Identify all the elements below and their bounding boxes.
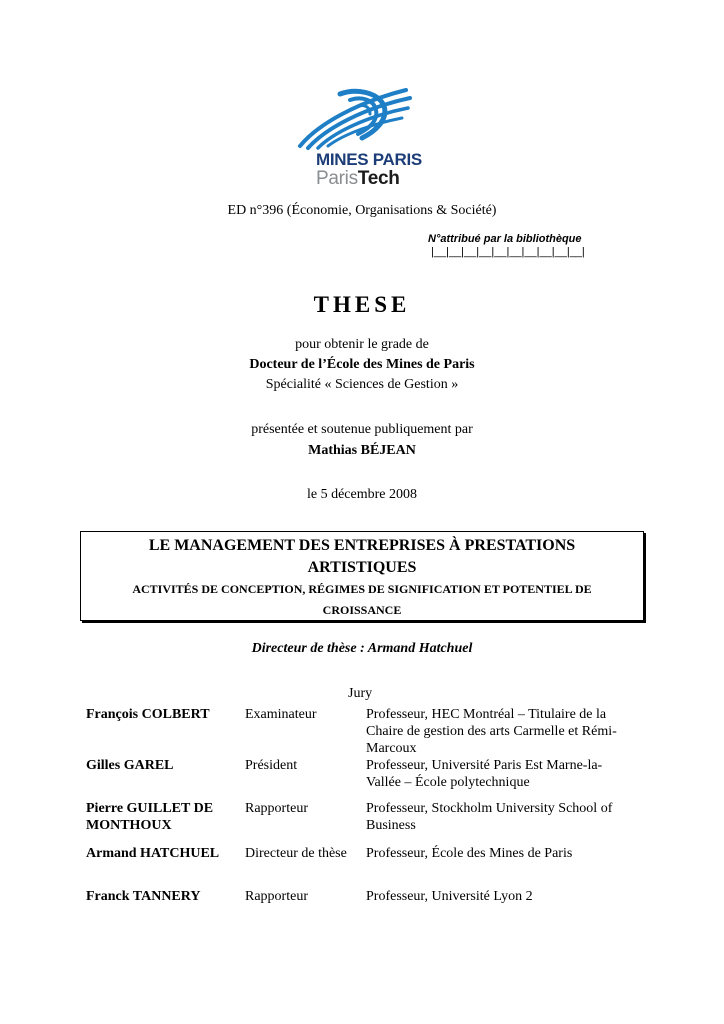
jury-member-description (366, 757, 636, 791)
jury-member-description (366, 800, 636, 834)
logo-text-paristech (316, 168, 400, 190)
jury-member-role: Examinateur (245, 707, 317, 722)
jury-name-line: MONTHOUX (86, 818, 172, 833)
jury-desc-line: Marcoux (366, 741, 417, 756)
jury-member-name (86, 706, 236, 723)
thesis-subtitle (81, 579, 643, 621)
degree-line-1: pour obtenir le grade de (295, 337, 429, 352)
logo-swoosh-icon (298, 84, 428, 154)
jury-desc-line: Professeur, École des Mines de Paris (366, 846, 573, 861)
library-number-label: N°attribué par la bibliothèque (428, 233, 582, 245)
degree-line-2: Docteur de l’École des Mines de Paris (249, 357, 475, 372)
logo-text-mines-paris: MINES PARIS (316, 150, 422, 169)
jury-name-line: Franck TANNERY (86, 889, 201, 904)
jury-member-role: Directeur de thèse (245, 846, 347, 861)
presentation-line: présentée et soutenue publiquement par (251, 422, 473, 437)
jury-name-line: Gilles GAREL (86, 758, 174, 773)
jury-member-role: Président (245, 758, 298, 773)
jury-label: Jury (348, 686, 373, 701)
logo-text-paris: Paris (316, 168, 358, 189)
degree-speciality: Spécialité « Sciences de Gestion » (265, 377, 459, 392)
jury-name-line: Armand HATCHUEL (86, 846, 220, 861)
jury-member-role: Rapporteur (245, 889, 308, 904)
logo-text-tech: Tech (357, 168, 400, 189)
jury-member-name (86, 800, 236, 834)
jury-member-name (86, 757, 236, 774)
thesis-title-line-2: ARTISTIQUES (307, 559, 417, 576)
jury-member-role: Rapporteur (245, 801, 308, 816)
defense-date: le 5 décembre 2008 (306, 487, 417, 502)
page-title: THESE (313, 292, 411, 317)
jury-member-description (366, 845, 636, 862)
jury-name-line: François COLBERT (86, 707, 210, 722)
jury-member-name (86, 888, 236, 905)
jury-desc-line: Vallée – École polytechnique (366, 775, 530, 790)
thesis-title-line-1: LE MANAGEMENT DES ENTREPRISES À PRESTATIONS (148, 537, 576, 554)
mines-paristech-logo (298, 84, 428, 192)
author-name: Mathias BÉJEAN (308, 443, 416, 458)
thesis-title-box (80, 531, 644, 621)
thesis-subtitle-line-2: CROISSANCE (322, 603, 402, 617)
thesis-title-main (81, 535, 643, 579)
library-number-slots: |__|__|__|__|__|__|__|__|__|__| (431, 246, 585, 258)
jury-desc-line: Professeur, HEC Montréal – Titulaire de la (366, 707, 607, 722)
jury-desc-line: Professeur, Stockholm University School of (366, 801, 613, 816)
jury-desc-line: Professeur, Université Lyon 2 (366, 889, 533, 904)
jury-member-description (366, 888, 636, 905)
doctoral-school: ED n°396 (Économie, Organisations & Société) (227, 203, 497, 218)
thesis-subtitle-line-1: ACTIVITÉS DE CONCEPTION, RÉGIMES DE SIGNIFICATION ET POTENTIEL DE (132, 582, 592, 596)
jury-member-name (86, 845, 236, 862)
jury-desc-line: Chaire de gestion des arts Carmelle et Rémi- (366, 724, 617, 739)
jury-desc-line: Professeur, Université Paris Est Marne-la- (366, 758, 603, 773)
thesis-director: Directeur de thèse : Armand Hatchuel (251, 641, 473, 656)
jury-desc-line: Business (366, 818, 416, 833)
jury-name-line: Pierre GUILLET DE (86, 801, 214, 816)
jury-member-description (366, 706, 636, 757)
